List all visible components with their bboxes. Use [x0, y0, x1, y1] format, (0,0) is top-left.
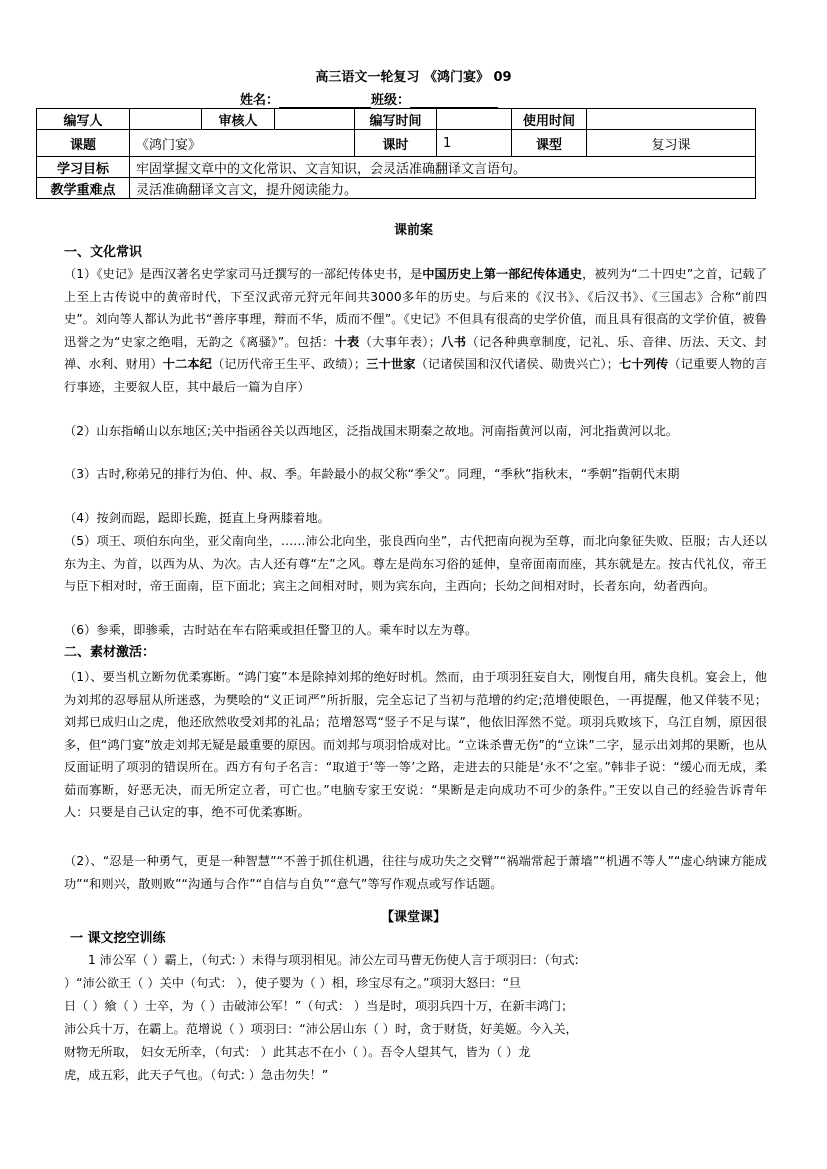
name-label: 姓名： [240, 93, 280, 108]
goal-label: 学习目标 [37, 157, 130, 178]
culture-item-3: （3）古时,称弟兄的排行为伯、仲、叔、季。年龄最小的叔父称“季父”。同理，“季秋”指秋末，“季朝”指朝代末期 [64, 467, 680, 481]
key-label: 教学重难点 [37, 178, 130, 199]
fill-line-6: 虎，成五彩，此天子气也。（句式: ）急击勿失！” [64, 1068, 329, 1082]
fill-line-1: 1 沛公军（ ）霸上，（句式: ）未得与项羽相见。沛公左司马曹无伤使人言于项羽曰：（句式: [88, 953, 579, 967]
document-title: 高三语文一轮复习 《鸿门宴》 09 [315, 70, 512, 85]
culture-item-6: （6）参乘，即骖乘，古时站在车右陪乘或担任警卫的人。乘车时以左为尊。 [64, 623, 478, 637]
fill-line-5: 财物无所取， 妇女无所幸，（句式： ）此其志不在小（ ）。吾令人望其气，皆为（ ）龙 [64, 1045, 531, 1059]
class-label: 班级： [371, 93, 411, 108]
writer-value [130, 109, 202, 130]
name-class-line [240, 89, 498, 108]
culture-item-4: （4）按剑而跽，跽即长跪，挺直上身两膝着地。 [64, 511, 330, 525]
culture-item-2: （2）山东指崤山以东地区;关中指函谷关以西地区，泛指战国末期秦之故地。河南指黄河以南，河北指黄河以北。 [64, 424, 679, 438]
culture-section-title: 一、文化常识 [64, 245, 143, 260]
type-value: 复习课 [587, 130, 756, 157]
topic-label: 课题 [37, 130, 130, 157]
write-time-value [437, 109, 512, 130]
info-table [36, 108, 756, 199]
reviewer-value [275, 109, 355, 130]
writer-label: 编写人 [37, 109, 130, 130]
key-value: 灵活准确翻译文言文，提升阅读能力。 [130, 178, 756, 199]
material-item-1: （1）、要当机立断勿优柔寡断。“鸿门宴”本是除掉刘邦的绝好时机。然而，由于项羽狂妄自大，刚愎自用，痛失良机。宴会上，他为刘邦的忍辱屈从所迷惑，为樊哙的“义正词严”所折服，完全忘记了当初与范增的约定;范增使眼色，一再提醒，他又佯装不见；刘邦已成归山之虎，他还欣然收受刘邦的礼品；范增怒骂“竖子不足与谋”，他依旧浑然不觉。项羽兵败垓下，乌江自刎，原因很多，但“鸿门宴”放走刘邦无疑是最重要的原因。而刘邦与项羽恰成对比。“立诛杀曹无伤”的“立诛”二字，显示出刘邦的果断，也从反面证明了项羽的错误所在。西方有句子名言：“取道于‘等一等’之路，走进去的只能是‘永不’之室。”韩非子说：“缓心而无成，柔茹而寡断，好恶无决，而无所定立者，可亡也。”电脑专家王安说：“果断是走向成功不可少的条件。”王安以自己的经验告诉青年人：只要是自己认定的事，绝不可优柔寡断。 [64, 670, 767, 819]
class-blank[interactable] [410, 94, 498, 108]
hours-value: 1 [437, 130, 512, 157]
material-item-2: （2）、“忍是一种勇气，更是一种智慧”“不善于抓住机遇，往往与成功失之交臂”“祸端常起于萧墙”“机遇不等人”“虚心纳谏方能成功”“和则兴，散则败”“沟通与合作”“自信与自负”“意气”等写作观点或写作话题。 [64, 854, 767, 891]
type-label: 课型 [512, 130, 587, 157]
fill-line-2: ）“沛公欲王（ ）关中（句式： ），使子婴为（ ）相，珍宝尽有之。”项羽大怒曰：“旦 [64, 976, 522, 990]
use-time-value [587, 109, 756, 130]
fill-blank-section-title: 一 课文挖空训练 [70, 931, 166, 946]
name-blank[interactable] [279, 94, 371, 108]
use-time-label: 使用时间 [512, 109, 587, 130]
topic-value: 《鸿门宴》 [130, 130, 355, 157]
in-class-title: 【课堂课】 [380, 910, 446, 925]
fill-line-4: 沛公兵十万，在霸上。范增说（ ）项羽曰：“沛公居山东（ ）时，贪于财货，好美姬。今入关， [64, 1022, 578, 1036]
material-section-title: 二、素材激活： [64, 645, 156, 660]
culture-item-5: （5）项王、项伯东向坐，亚父南向坐，……沛公北向坐，张良西向坐”，古代把南向视为至尊，而北向象征失败、臣服；古人还以东为主、为首，以西为从、为次。古人还有尊“左”之风。尊左是尚东习俗的延伸，皇帝面南而座，其东就是左。按古代礼仪，帝王与臣下相对时，帝王面南，臣下面北；宾主之间相对时，则为宾东向，主西向；长幼之间相对时，长者东向，幼者西向。 [64, 534, 767, 593]
pre-class-title: 课前案 [393, 223, 433, 238]
hours-label: 课时 [355, 130, 437, 157]
fill-line-3: 日（ ）飨（ ）士卒，为（ ）击破沛公军！”（句式： ）当是时，项羽兵四十万，在新丰鸿门； [64, 999, 574, 1013]
reviewer-label: 审核人 [202, 109, 275, 130]
culture-item-1: （1）《史记》是西汉著名史学家司马迁撰写的一部纪传体史书，是中国历史上第一部纪传体通史，被列为“二十四史”之首，记载了上至上古传说中的黄帝时代，下至汉武帝元狩元年间共3000多年的历史。与后来的《汉书》、《后汉书》、《三国志》合称“前四史”。刘向等人都认为此书“善序事理，辩而不华，质而不俚”。《史记》不但具有很高的史学价值，而且具有很高的文学价值，被鲁迅誉之为“史家之绝唱，无韵之《离骚》”。包括：十表（大事年表）；八书（记各种典章制度，记礼、乐、音律、历法、天文、封禅、水利、财用）十二本纪（记历代帝王生平、政绩）；三十世家（记诸侯国和汉代诸侯、勋贵兴亡）；七十列传（记重要人物的言行事迹，主要叙人臣，其中最后一篇为自序） [64, 267, 767, 394]
goal-value: 牢固掌握文章中的文化常识、文言知识，会灵活准确翻译文言语句。 [130, 157, 756, 178]
write-time-label: 编写时间 [355, 109, 437, 130]
